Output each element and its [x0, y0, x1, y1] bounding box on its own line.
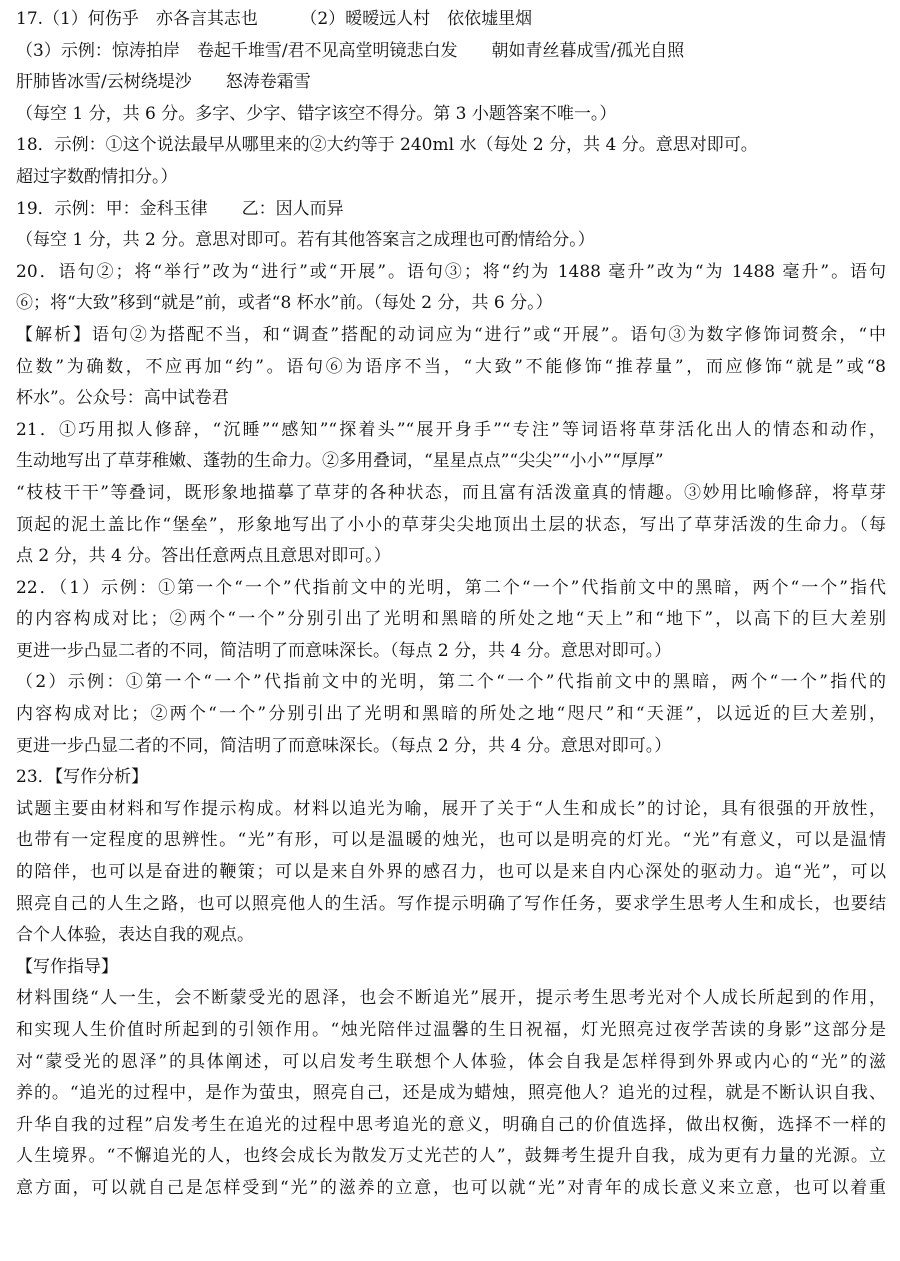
text-line: 21．①巧用拟人修辞，“沉睡”“感知”“探着头”“展开身手”“专注”等词语将草芽活化出人的情态和动作， — [16, 419, 886, 440]
text-line: 照亮自己的人生之路，也可以照亮他人的生活。写作提示明确了写作任务，要求学生思考人生和成长，也要结 — [16, 893, 886, 914]
text-line: 和实现人生价值时所起到的引领作用。“烛光陪伴过温馨的生日祝福，灯光照亮过夜学苦读的身影”这部分是 — [16, 1020, 886, 1040]
text-line: 更进一步凸显二者的不同，简洁明了而意味深长。（每点 2 分，共 4 分。意思对即可。） — [16, 640, 672, 661]
text-line: 养的。“追光的过程中，是作为萤虫，照亮自己，还是成为蜡烛，照亮他人？追光的过程，就是不断认识自我、 — [16, 1083, 886, 1104]
text-line: 的陪伴，也可以是奋进的鞭策；可以是来自外界的感召力，也可以是来自内心深处的驱动力。追“光”，可以 — [16, 862, 886, 883]
text-line: （每空 1 分，共 2 分。意思对即可。若有其他答案言之成理也可酌情给分。） — [16, 230, 595, 251]
text-line: 对“蒙受光的恩泽”的具体阐述，可以启发考生联想个人体验，体会自我是怎样得到外界或内心的“光”的滋 — [16, 1051, 886, 1072]
text-line: 升华自我的过程”启发考生在追光的过程中思考追光的意义，明确自己的价值选择，做出权衡，选择不一样的 — [16, 1114, 886, 1135]
text-line: 【写作指导】 — [16, 956, 118, 977]
text-line: 20．语句②；将“举行”改为“进行”或“开展”。语句③；将“约为 1488 毫升”改为“为 1488 毫升”。语句 — [16, 261, 886, 282]
text-line: 材料围绕“人一生，会不断蒙受光的恩泽，也会不断追光”展开，提示考生思考光对个人成长所起到的作用， — [16, 988, 886, 1009]
text-line: 人生境界。“不懈追光的人，也终会成长为散发万丈光芒的人”，鼓舞考生提升自我，成为更有力量的光源。立 — [16, 1146, 886, 1167]
text-line: “枝枝干干”等叠词，既形象地描摹了草芽的各种状态，而且富有活泼童真的情趣。③妙用比喻修辞，将草芽 — [16, 482, 886, 503]
text-line: 点 2 分，共 4 分。答出任意两点且意思对即可。） — [16, 546, 391, 567]
text-line: 22．（1）示例：①第一个“一个”代指前文中的光明，第二个“一个”代指前文中的黑暗，两个“一个”指代 — [16, 577, 886, 598]
text-line: （3）示例：惊涛拍岸 卷起千堆雪/君不见高堂明镜悲白发 朝如青丝暮成雪/孤光自照 — [16, 40, 685, 61]
text-line: 17.（1）何伤乎 亦各言其志也 （2）暧暧远人村 依依墟里烟 — [16, 9, 533, 29]
text-line: ⑥；将“大致”移到“就是”前，或者“8 杯水”前。（每处 2 分，共 6 分。） — [16, 293, 553, 314]
text-line: 合个人体验，表达自我的观点。 — [16, 925, 254, 946]
text-line: 也带有一定程度的思辨性。“光”有形，可以是温暖的烛光，也可以是明亮的灯光。“光”有意义，可以是温情 — [16, 830, 886, 851]
text-body — [16, 4, 886, 1205]
text-line: 顶起的泥土盖比作“堡垒”，形象地写出了小小的草芽尖尖地顶出土层的状态，写出了草芽活泼的生命力。（每 — [16, 514, 886, 535]
text-line: 位数”为确数，不应再加“约”。语句⑥为语序不当，“大致”不能修饰“推荐量”，而应修饰“就是”或“8 — [16, 356, 886, 377]
text-line: 杯水”。公众号：高中试卷君 — [16, 388, 229, 409]
text-line: 肝肺皆冰雪/云树绕堤沙 怒涛卷霜雪 — [16, 72, 311, 93]
text-line: 意方面，可以就自己是怎样受到“光”的滋养的立意，也可以就“光”对青年的成长意义来立意，也可以着重 — [16, 1177, 886, 1198]
text-line: （每空 1 分，共 6 分。多字、少字、错字该空不得分。第 3 小题答案不唯一。） — [16, 103, 617, 124]
text-line: 试题主要由材料和写作提示构成。材料以追光为喻，展开了关于“人生和成长”的讨论，具有很强的开放性， — [16, 798, 886, 819]
text-line: 内容构成对比；②两个“一个”分别引出了光明和黑暗的所处之地“咫尺”和“天涯”，以远近的巨大差别， — [16, 704, 886, 725]
text-line: 23．【写作分析】 — [16, 767, 149, 788]
text-line: 19．示例：甲：金科玉律 乙：因人而异 — [16, 198, 344, 219]
text-line: （2）示例：①第一个“一个”代指前文中的光明，第二个“一个”代指前文中的黑暗，两个“一个”指代的 — [16, 672, 886, 693]
text-line: 【解析】语句②为搭配不当，和“调查”搭配的动词应为“进行”或“开展”。语句③为数字修饰词赘余，“中 — [16, 324, 886, 345]
text-line: 的内容构成对比；②两个“一个”分别引出了光明和黑暗的所处之地“天上”和“地下”，以高下的巨大差别 — [16, 609, 886, 630]
text-line: 更进一步凸显二者的不同，简洁明了而意味深长。（每点 2 分，共 4 分。意思对即可。） — [16, 735, 672, 756]
text-line: 超过字数酌情扣分。） — [16, 166, 178, 187]
text-line: 18．示例：①这个说法最早从哪里来的②大约等于 240ml 水（每处 2 分，共 4 分。意思对即可。 — [16, 135, 758, 156]
text-line: 生动地写出了草芽稚嫩、蓬勃的生命力。②多用叠词，“星星点点”“尖尖”“小小”“厚厚” — [16, 451, 664, 472]
